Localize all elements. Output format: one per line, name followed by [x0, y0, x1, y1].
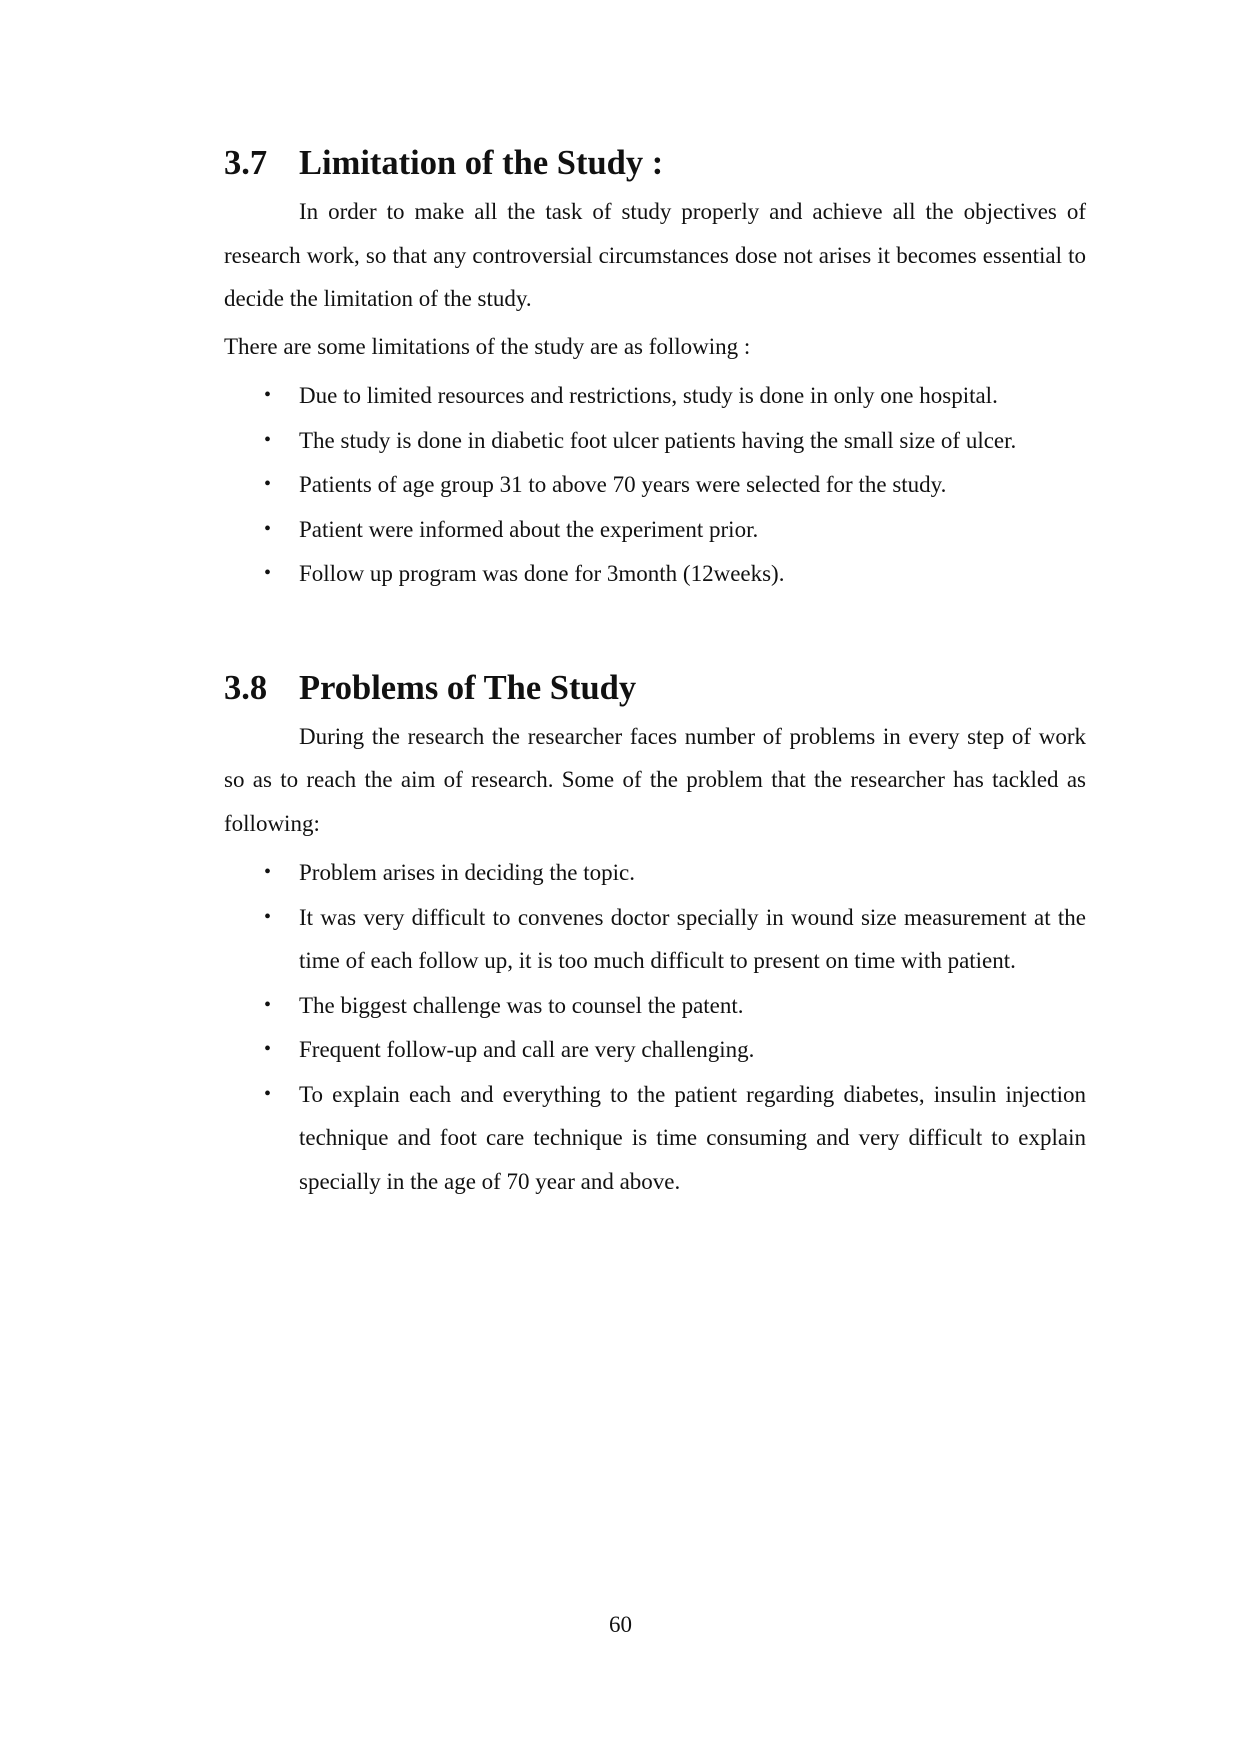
bullet-icon: •	[264, 905, 272, 928]
list-item: • It was very difficult to convenes doctor specially in wound size measurement at the time of each follow up, it is too much difficult to present on time with patient.	[224, 896, 1086, 983]
page-content	[224, 146, 1086, 1204]
list-item: • Patient were informed about the experiment prior.	[224, 508, 1086, 552]
list-item: • Follow up program was done for 3month (12weeks).	[224, 552, 1086, 596]
limitations-list	[224, 374, 1086, 596]
section-heading-3-8	[224, 668, 1086, 707]
list-item: • The biggest challenge was to counsel the patent.	[224, 984, 1086, 1028]
bullet-icon: •	[264, 1082, 272, 1105]
problems-list	[224, 851, 1086, 1203]
bullet-icon: •	[264, 993, 272, 1016]
bullet-icon: •	[264, 428, 272, 451]
section-title: Problems of The Study	[299, 668, 637, 707]
list-lead-paragraph: There are some limitations of the study are as following :	[224, 333, 751, 359]
bullet-icon: •	[264, 562, 272, 584]
page-number: 60	[609, 1612, 632, 1637]
section-number: 3.7	[224, 144, 268, 182]
section-heading-3-7	[224, 146, 1086, 180]
list-item: • To explain each and everything to the patient regarding diabetes, insulin injection technique and foot care technique is time consuming and very difficult to explain specially in the age of 70 year and above.	[224, 1073, 1086, 1204]
section-intro-paragraph: In order to make all the task of study properly and achieve all the objectives of research work, so that any controversial circumstances dose not arises it becomes essential to decide the limitation of the study.	[224, 199, 1086, 311]
list-item: • Frequent follow-up and call are very challenging.	[224, 1028, 1086, 1072]
section-intro-paragraph: During the research the researcher faces number of problems in every step of work so as to reach the aim of research. Some of the problem that the researcher has tackled as following:	[224, 723, 1086, 836]
bullet-icon: •	[264, 861, 272, 883]
bullet-icon: •	[264, 517, 272, 540]
section-number: 3.8	[224, 668, 268, 707]
list-item: • Due to limited resources and restrictions, study is done in only one hospital.	[224, 374, 1086, 418]
bullet-icon: •	[264, 384, 272, 406]
bullet-icon: •	[264, 473, 272, 495]
section-title: Limitation of the Study :	[299, 144, 664, 182]
list-item: • Patients of age group 31 to above 70 years were selected for the study.	[224, 463, 1086, 507]
list-item: • Problem arises in deciding the topic.	[224, 851, 1086, 895]
list-item: • The study is done in diabetic foot ulcer patients having the small size of ulcer.	[224, 419, 1086, 463]
bullet-icon: •	[264, 1038, 272, 1060]
